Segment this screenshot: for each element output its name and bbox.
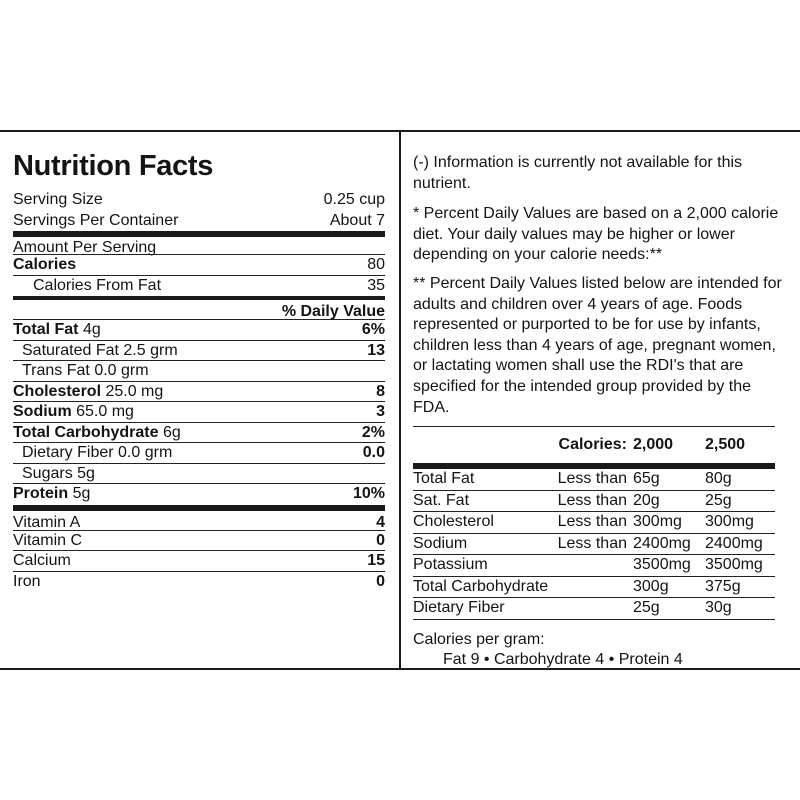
nutrient-dv: 8	[376, 382, 385, 400]
dv-value-2500: 25g	[705, 490, 775, 512]
calories-value: 80	[367, 256, 385, 273]
calories-from-fat-value: 35	[367, 276, 385, 294]
vitamin-row-calcium	[13, 551, 385, 572]
vitamin-value: 0	[376, 531, 385, 549]
dv-col-2000: 2,000	[633, 427, 705, 467]
nutrient-dv: 13	[367, 341, 385, 359]
dv-value-2500: 80g	[705, 466, 775, 490]
table-row	[413, 555, 775, 577]
nutrient-row-trans-fat	[13, 361, 385, 382]
dv-qualifier: Less than	[553, 533, 633, 555]
nutrient-row-sodium	[13, 402, 385, 423]
amount-per-serving-row	[13, 231, 385, 255]
dv-calories-label: Calories:	[553, 427, 633, 467]
vitamin-value: 4	[376, 513, 385, 531]
nutrient-label: Cholesterol	[13, 382, 102, 400]
percent-dv-listed-note: ** Percent Daily Values listed below are intended for adults and children over 4 years of age. Foods represented or purported to be for use by infants, children less than 4 years of age, pregnant women, or lactating women shall use the RDI's that are specified for the intended group provided by the FDA.	[413, 274, 782, 416]
serving-size-value: 0.25 cup	[323, 191, 385, 208]
dv-qualifier: Less than	[553, 512, 633, 534]
table-row	[413, 533, 775, 555]
dv-nutrient: Total Fat	[413, 466, 553, 490]
dv-nutrient: Total Carbohydrate	[413, 576, 553, 598]
dv-value-2500: 2400mg	[705, 533, 775, 555]
nutrient-label: Trans Fat	[22, 362, 90, 379]
nutrient-amount: 25.0 mg	[105, 382, 164, 400]
vitamin-value: 0	[376, 572, 385, 590]
calories-per-gram-label: Calories per gram:	[413, 630, 545, 648]
nutrient-dv: 3	[376, 403, 385, 420]
nutrient-row-total-fat	[13, 320, 385, 341]
nutrient-dv: 6%	[361, 321, 385, 338]
nutrition-facts-panel	[13, 148, 385, 592]
table-row	[413, 466, 775, 490]
servings-per-container-row	[13, 211, 385, 232]
amount-per-serving-label: Amount Per Serving	[13, 239, 157, 256]
nutrient-label: Sodium	[13, 403, 72, 420]
nutrient-label: Sugars	[22, 464, 73, 482]
dv-nutrient: Cholesterol	[413, 512, 553, 534]
table-row	[413, 598, 775, 620]
serving-size-row	[13, 190, 385, 211]
calories-from-fat-label: Calories From Fat	[33, 276, 162, 294]
dv-nutrient: Dietary Fiber	[413, 598, 553, 620]
nutrient-label: Protein	[13, 485, 69, 502]
nutrient-label: Total Fat	[13, 321, 79, 338]
vitamin-label: Calcium	[13, 552, 71, 569]
calories-row	[13, 255, 385, 276]
dv-value-2500: 300mg	[705, 512, 775, 534]
table-row	[413, 490, 775, 512]
nutrient-amount: 5g	[72, 485, 91, 502]
dv-value-2000: 3500mg	[633, 555, 705, 577]
dv-value-2500: 30g	[705, 598, 775, 620]
nutrient-row-total-carbohydrate	[13, 423, 385, 444]
daily-value-table	[413, 426, 775, 620]
nutrient-amount: 5g	[77, 464, 95, 482]
nutrient-amount: 0.0 grm	[118, 444, 173, 461]
dv-value-2500: 3500mg	[705, 555, 775, 577]
daily-value-header-row	[13, 296, 385, 320]
vitamin-label: Vitamin A	[13, 513, 81, 531]
nutrient-amount: 0.0 grm	[94, 362, 149, 379]
serving-size-label: Serving Size	[13, 191, 103, 208]
dv-nutrient: Sodium	[413, 533, 553, 555]
calories-per-gram-values: Fat 9 • Carbohydrate 4 • Protein 4	[443, 651, 683, 669]
vitamin-row-a	[13, 505, 385, 531]
nutrient-row-protein	[13, 484, 385, 505]
dv-qualifier	[553, 576, 633, 598]
dv-qualifier: Less than	[553, 490, 633, 512]
nutrient-row-cholesterol	[13, 382, 385, 403]
vitamin-label: Vitamin C	[13, 531, 83, 549]
nutrient-amount: 65.0 mg	[76, 403, 134, 420]
nutrient-amount: 2.5 grm	[123, 341, 178, 359]
dv-qualifier	[553, 555, 633, 577]
not-available-note: (-) Information is currently not available for this nutrient.	[413, 154, 743, 192]
panel-divider	[399, 130, 401, 670]
servings-per-container-label: Servings Per Container	[13, 211, 179, 229]
table-row	[413, 576, 775, 598]
dv-value-2000: 25g	[633, 598, 705, 620]
nutrient-row-dietary-fiber	[13, 443, 385, 464]
nutrient-amount: 6g	[162, 423, 181, 441]
nutrition-facts-title: Nutrition Facts	[13, 150, 214, 182]
nutrient-dv: 2%	[361, 423, 385, 441]
dv-qualifier	[553, 598, 633, 620]
dv-nutrient: Sat. Fat	[413, 490, 553, 512]
calories-from-fat-row	[13, 276, 385, 297]
nutrient-row-sugars	[13, 464, 385, 485]
dv-value-2500: 375g	[705, 576, 775, 598]
vitamin-label: Iron	[13, 572, 41, 590]
dv-value-2000: 65g	[633, 466, 705, 490]
nutrient-dv: 0.0	[362, 444, 385, 461]
daily-value-header: % Daily Value	[281, 303, 385, 320]
dv-nutrient: Potassium	[413, 555, 553, 577]
table-row	[413, 512, 775, 534]
calories-label: Calories	[13, 256, 77, 273]
dv-value-2000: 20g	[633, 490, 705, 512]
nutrient-label: Total Carbohydrate	[13, 423, 159, 441]
dv-qualifier: Less than	[553, 466, 633, 490]
vitamin-row-iron	[13, 572, 385, 593]
vitamin-value: 15	[367, 552, 385, 569]
dv-table-header	[413, 427, 775, 467]
nutrient-label: Dietary Fiber	[22, 444, 114, 461]
servings-per-container-value: About 7	[329, 211, 385, 229]
footnotes-panel	[413, 153, 785, 671]
dv-value-2000: 300mg	[633, 512, 705, 534]
nutrient-amount: 4g	[82, 321, 101, 338]
nutrient-dv: 10%	[352, 485, 385, 502]
nutrient-label: Saturated Fat	[22, 341, 119, 359]
nutrient-row-saturated-fat	[13, 341, 385, 362]
dv-value-2000: 300g	[633, 576, 705, 598]
dv-value-2000: 2400mg	[633, 533, 705, 555]
dv-col-2500: 2,500	[705, 427, 775, 467]
vitamin-row-c	[13, 531, 385, 552]
percent-dv-note: * Percent Daily Values are based on a 2,000 calorie diet. Your daily values may be higher or lower depending on your calorie needs:**	[413, 205, 779, 264]
